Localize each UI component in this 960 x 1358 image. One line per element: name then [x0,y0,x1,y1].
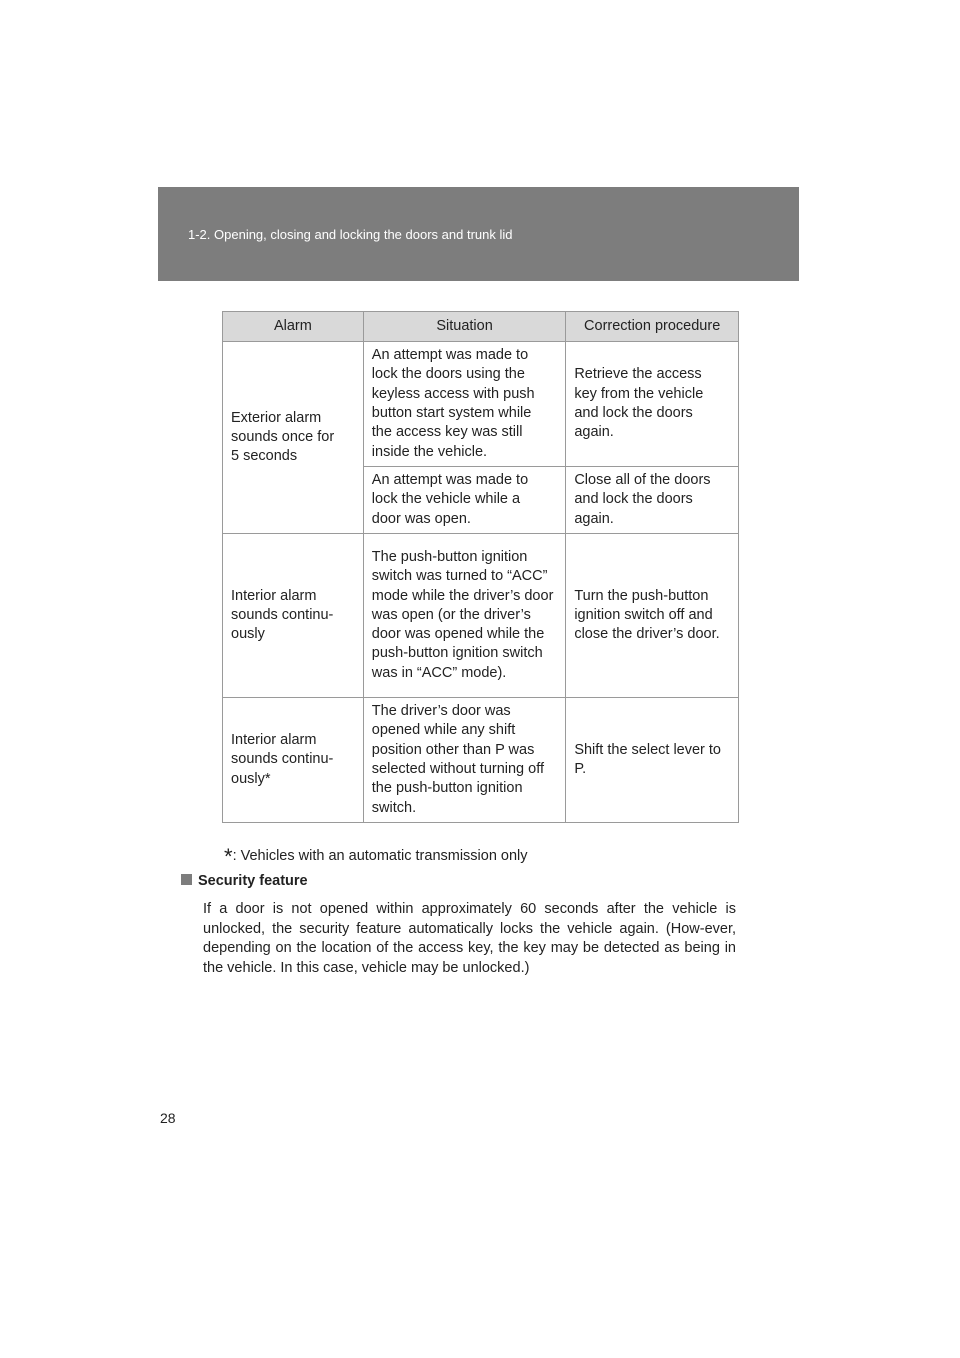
situation-cell: An attempt was made to lock the doors using the keyless access with push button start system while the access key was still inside the vehicle. [363,342,566,467]
section-body: If a door is not opened within approximately 60 seconds after the vehicle is unlocked, the security feature automatically locks the vehicle again. (How-ever, depending on the location of the access key, the key may be detected as being in the vehicle. In this case, vehicle may be unlocked.) [203,901,736,976]
alarm-cell: Exterior alarm sounds once for 5 seconds [223,342,364,534]
chapter-title: 1-2. Opening, closing and locking the doors and trunk lid [188,227,513,242]
table-row [223,342,739,467]
square-bullet-icon [181,874,192,885]
column-header-correction: Correction procedure [566,312,739,342]
section-heading [181,873,308,889]
chapter-header-band [158,187,799,281]
correction-cell: Turn the push-button ignition switch off and close the driver’s door. [566,534,739,698]
alarm-cell: Interior alarm sounds continu-ously* [223,698,364,823]
alarm-table [222,311,739,823]
column-header-alarm: Alarm [223,312,364,342]
footnote [224,840,528,869]
situation-cell: An attempt was made to lock the vehicle while a door was open. [363,467,566,534]
footnote-asterisk: * [224,844,233,869]
correction-cell: Close all of the doors and lock the doors again. [566,467,739,534]
section-heading-text: Security feature [198,873,308,889]
situation-cell: The driver’s door was opened while any shift position other than P was selected without turning off the push-button ignition switch. [363,698,566,823]
situation-cell: The push-button ignition switch was turned to “ACC” mode while the driver’s door was open (or the driver’s door was opened while the push-button ignition switch was in “ACC” mode). [363,534,566,698]
page-number: 28 [160,1110,176,1126]
correction-cell: Retrieve the access key from the vehicle and lock the doors again. [566,342,739,467]
table-row [223,698,739,823]
correction-cell: Shift the select lever to P. [566,698,739,823]
table-row [223,534,739,698]
column-header-situation: Situation [363,312,566,342]
alarm-cell: Interior alarm sounds continu-ously [223,534,364,698]
footnote-text: : Vehicles with an automatic transmission only [232,848,528,864]
table-header-row [223,312,739,342]
